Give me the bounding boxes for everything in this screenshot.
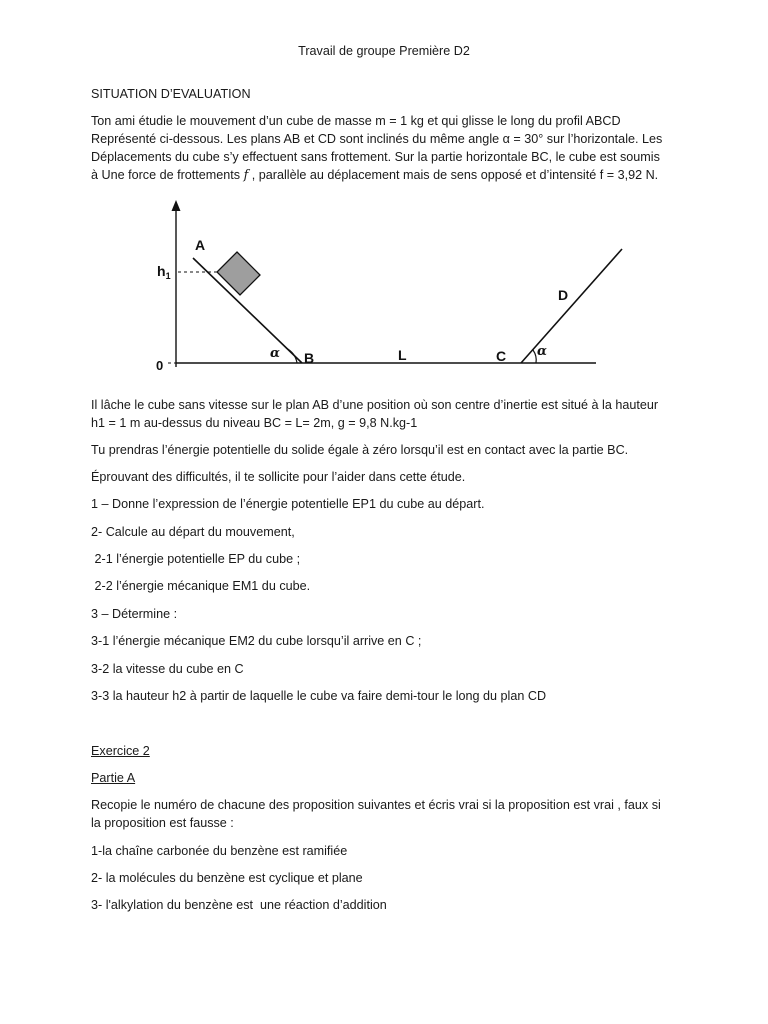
question-3-1: 3-1 l’énergie mécanique EM2 du cube lorsqu’il arrive en C ; xyxy=(91,634,422,648)
list-item: 3- l'alkylation du benzène est une réaction d’addition xyxy=(91,898,387,912)
exercise2-part-title: Partie A xyxy=(91,771,136,785)
angle-arc-C xyxy=(533,350,536,363)
label-B: B xyxy=(304,350,315,366)
question-3: 3 – Détermine : xyxy=(91,607,178,621)
list-item: 1-la chaîne carbonée du benzène est ramifiée xyxy=(91,844,348,858)
label-C: C xyxy=(496,348,507,364)
intro-line-4-after: , parallèle au déplacement mais de sens opposé et d’intensité f = 3,92 N. xyxy=(248,168,659,182)
label-h: $h_1$ xyxy=(157,263,171,281)
question-2-2: 2-2 l’énergie mécanique EM1 du cube. xyxy=(91,579,311,593)
exercise2-instructions-line-1: Recopie le numéro de chacune des proposition suivantes et écris vrai si la proposition est vrai , faux si xyxy=(91,798,661,812)
statement-line-2: h1 = 1 m au-dessus du niveau BC = L= 2m, g = 9,8 N.kg-1 xyxy=(91,416,418,430)
axis-arrow-icon xyxy=(172,200,181,211)
list-item: 2- la molécules du benzène est cyclique et plane xyxy=(91,871,363,885)
label-zero: 0 xyxy=(156,358,164,373)
question-3-3: 3-3 la hauteur h2 à partir de laquelle le cube va faire demi-tour le long du plan CD xyxy=(91,689,547,703)
label-alpha-C: α xyxy=(537,344,548,359)
page-title: Travail de groupe Première D2 xyxy=(298,44,470,58)
abcd-profile-figure xyxy=(0,195,768,375)
label-alpha-B: α xyxy=(270,346,281,361)
intro-line-4-before: à Une force de frottements xyxy=(91,168,244,182)
exercise2-instructions-line-2: la proposition est fausse : xyxy=(91,816,234,830)
situation-heading: SITUATION D’EVALUATION xyxy=(91,87,251,101)
force-symbol: f xyxy=(243,167,249,182)
statement-line-1: Il lâche le cube sans vitesse sur le plan AB d’une position où son centre d’inertie est situé à la hauteur xyxy=(91,398,659,412)
statement-p2: Tu prendras l’énergie potentielle du solide égale à zéro lorsqu’il est en contact avec la partie BC. xyxy=(91,443,629,457)
question-2-1: 2-1 l’énergie potentielle EP du cube ; xyxy=(91,552,301,566)
exercise2-title: Exercice 2 xyxy=(91,744,150,758)
intro-line-2: Représenté ci-dessous. Les plans AB et CD sont inclinés du même angle α = 30° sur l’horizontale. Les xyxy=(91,132,663,146)
question-2: 2- Calcule au départ du mouvement, xyxy=(91,525,295,539)
label-D: D xyxy=(558,287,569,303)
intro-line-1: Ton ami étudie le mouvement d’un cube de masse m = 1 kg et qui glisse le long du profil ABCD xyxy=(91,114,621,128)
question-1: 1 – Donne l’expression de l’énergie potentielle EP1 du cube au départ. xyxy=(91,497,485,511)
intro-line-4 xyxy=(91,167,658,183)
intro-line-3: Déplacements du cube s’y effectuent sans frottement. Sur la partie horizontale BC, le cube est soumis xyxy=(91,150,660,164)
question-3-2: 3-2 la vitesse du cube en C xyxy=(91,662,244,676)
cube xyxy=(217,252,260,295)
statement-p3: Éprouvant des difficultés, il te sollicite pour l’aider dans cette étude. xyxy=(91,470,466,484)
label-A: A xyxy=(195,237,206,253)
label-L: L xyxy=(398,347,407,363)
